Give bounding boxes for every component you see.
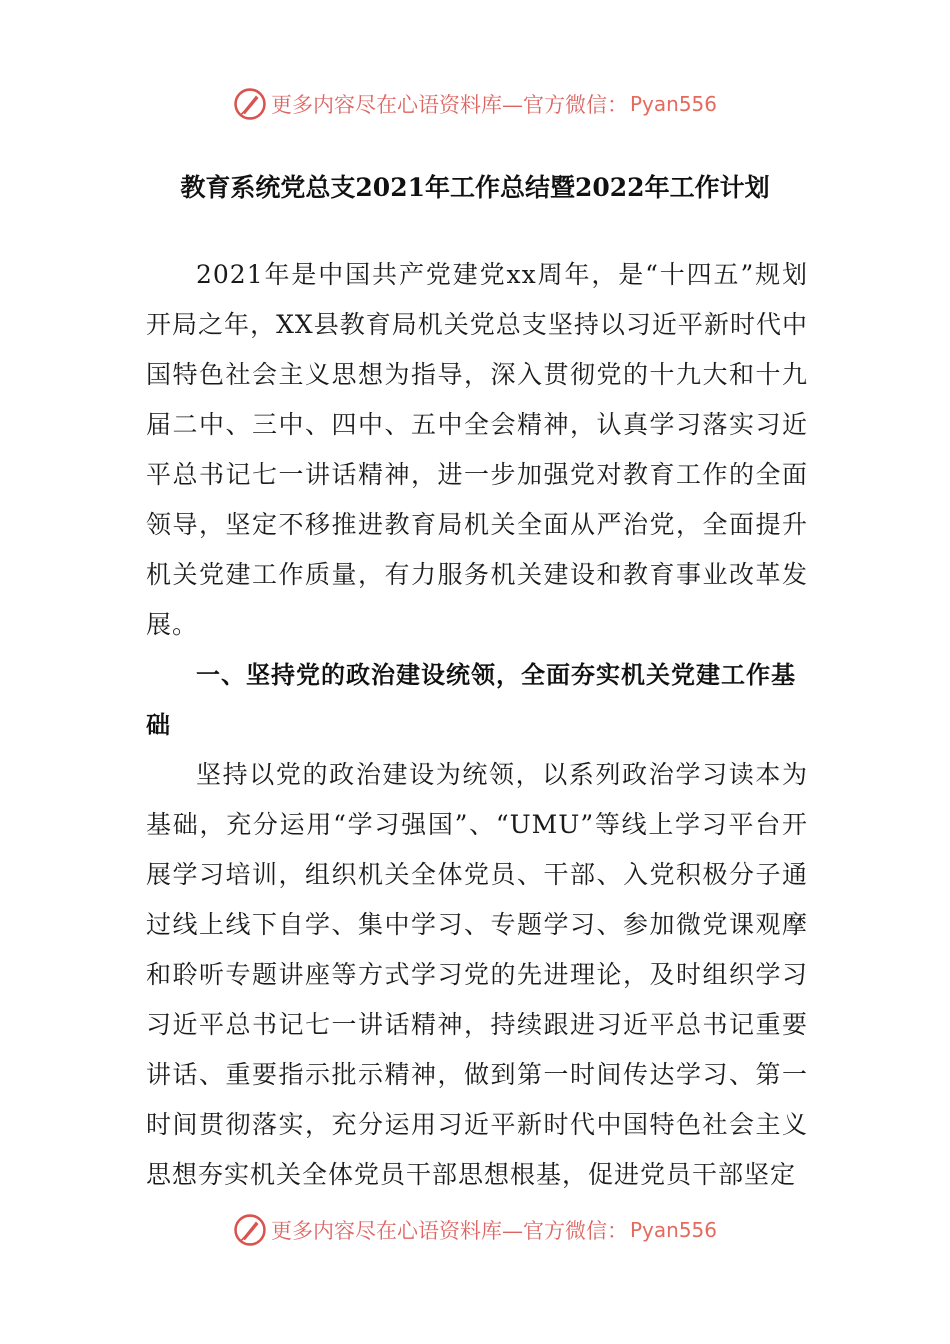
banner-wechat-id: Pyan556 [629, 1218, 717, 1242]
banner-wechat-id: Pyan556 [629, 92, 717, 116]
intro-paragraph: 2021年是中国共产党建党xx周年，是“十四五”规划开局之年，XX县教育局机关党总支坚持以习近平新时代中国特色社会主义思想为指导，深入贯彻党的十九大和十九届二中、三中、四中、五中全会精神，认真学习落实习近平总书记七一讲话精神，进一步加强党对教育工作的全面领导，坚定不移推进教育局机关全面从严治党，全面提升机关党建工作质量，有力服务机关建设和教育事业改革发展。 [146, 260, 808, 639]
quill-logo-icon [233, 1213, 267, 1247]
banner-text: 更多内容尽在心语资料库—官方微信： [270, 1219, 628, 1243]
section-1-heading: 一、坚持党的政治建设统领，全面夯实机关党建工作基础 [146, 661, 796, 739]
banner-text: 更多内容尽在心语资料库—官方微信： [270, 93, 628, 117]
document-title: 教育系统党总支2021年工作总结暨2022年工作计划 [180, 173, 770, 202]
header-watermark-banner [0, 82, 950, 126]
footer-watermark-banner [0, 1208, 950, 1252]
section-1-paragraph: 坚持以党的政治建设为统领，以系列政治学习读本为基础，充分运用“学习强国”、“UMU”等线上学习平台开展学习培训，组织机关全体党员、干部、入党积极分子通过线上线下自学、集中学习、专题学习、参加微党课观摩和聆听专题讲座等方式学习党的先进理论，及时组织学习习近平总书记七一讲话精神，持续跟进习近平总书记重要讲话、重要指示批示精神，做到第一时间传达学习、第一时间贯彻落实，充分运用习近平新时代中国特色社会主义思想夯实机关全体党员干部思想根基，促进党员干部坚定 [146, 760, 808, 1189]
quill-logo-icon [233, 87, 267, 121]
document-body [146, 250, 808, 1200]
